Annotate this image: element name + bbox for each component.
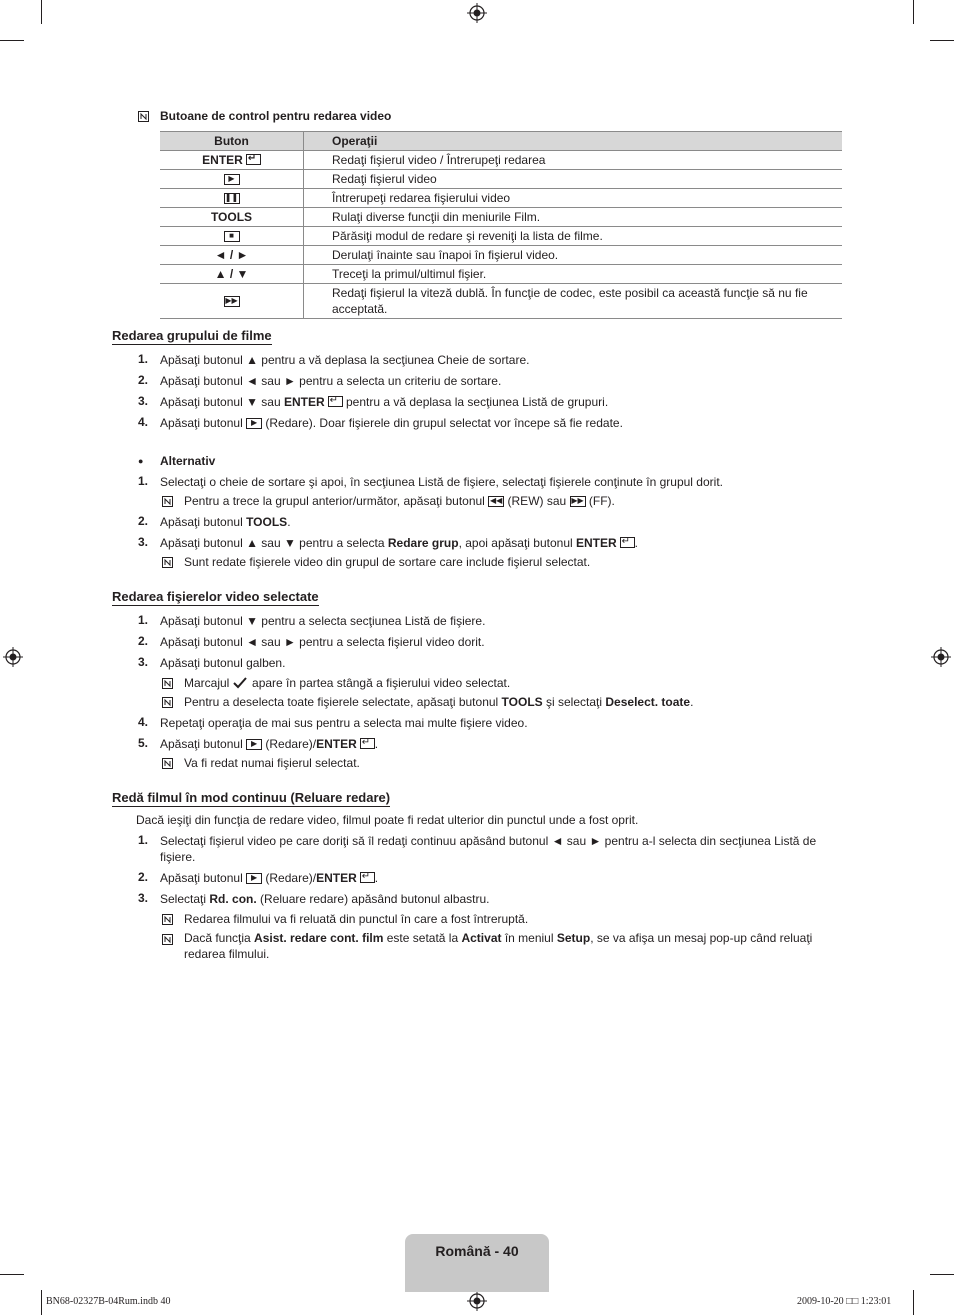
text-span: în meniul <box>501 931 557 945</box>
operation-cell: Redaţi fişierul video / Întrerupeţi redarea <box>304 151 843 170</box>
table-header: Buton <box>160 132 304 151</box>
text-span: (Redare). Doar fişierele din grupul selectat vor începe să fie redate. <box>262 416 623 430</box>
operation-cell: Redaţi fişierul video <box>304 170 843 189</box>
step-text <box>160 870 378 886</box>
table-row <box>160 246 842 265</box>
enter-icon: ↵ <box>360 872 375 883</box>
control-buttons-table <box>160 131 842 319</box>
checkmark-icon <box>233 675 249 691</box>
fast-forward-icon: ▶▶ <box>225 296 238 305</box>
text-span: şi selectaţi <box>542 695 606 709</box>
text-span: Dacă funcţia <box>184 931 255 945</box>
step-text: Repetaţi operaţia de mai sus pentru a selecta mai multe fişiere video. <box>160 716 528 730</box>
stop-icon: ■ <box>224 231 240 242</box>
step-number: 1. <box>138 613 149 627</box>
bold-text: Deselect. toate <box>605 695 691 709</box>
note-text <box>184 694 693 710</box>
table-row <box>160 170 842 189</box>
enter-icon: ↵ <box>246 154 261 165</box>
button-cell <box>160 189 304 208</box>
note-text: Sunt redate fişierele video din grupul de sortare care include fişierul selectat. <box>184 555 591 569</box>
text-span: . <box>374 871 379 885</box>
note-icon <box>162 678 173 689</box>
bullet-icon: ● <box>138 456 144 466</box>
step-text <box>160 415 623 431</box>
step-number: 3. <box>138 394 149 408</box>
text-span: (REW) sau <box>504 494 570 508</box>
section-title: Redă filmul în mod continuu (Reluare redare) <box>112 790 391 805</box>
print-slug-date: 2009-10-20 □□ 1:23:01 <box>797 1296 892 1307</box>
text-span: Apăsaţi butonul <box>160 871 247 885</box>
play-icon: ▶ <box>246 873 262 884</box>
table-row <box>160 265 842 284</box>
step-text: Selectaţi fişierul video pe care doriţi să îl redaţi continuu apăsând butonul ◄ sau ► pentru a-l selecta din secţiunea Listă de fişiere. <box>160 834 817 864</box>
text-span: . <box>690 695 694 709</box>
registration-mark-icon <box>467 3 487 23</box>
button-cell <box>160 284 304 319</box>
text-span: Marcajul <box>184 676 233 690</box>
registration-mark-icon <box>467 1291 487 1311</box>
text-span: Apăsaţi butonul <box>160 737 247 751</box>
step-number: 3. <box>138 655 149 669</box>
note-text: Redarea filmului va fi reluată din punctul în care a fost întreruptă. <box>184 912 529 926</box>
play-icon: ▶ <box>246 739 262 750</box>
crop-mark <box>930 1274 954 1275</box>
button-cell <box>160 151 304 170</box>
table-row <box>160 208 842 227</box>
step-text: Apăsaţi butonul galben. <box>160 656 286 670</box>
text-span: apare în partea stângă a fişierului video selectat. <box>248 676 511 690</box>
section-title: Redarea grupului de filme <box>112 328 272 343</box>
text-span: , apoi apăsaţi butonul <box>458 536 576 550</box>
operation-cell: Treceţi la primul/ultimul fişier. <box>304 265 843 284</box>
button-cell: TOOLS <box>160 208 304 227</box>
operation-cell: Rulaţi diverse funcţii din meniurile Film. <box>304 208 843 227</box>
bold-text: ENTER <box>316 871 357 885</box>
text-span: (FF). <box>585 494 615 508</box>
note-icon <box>162 697 173 708</box>
step-text: Selectaţi o cheie de sortare şi apoi, în secţiunea Listă de fişiere, selectaţi fişierele conţinute în grupul dorit. <box>160 475 723 489</box>
step-text <box>160 891 490 907</box>
subsection-title: Alternativ <box>160 454 216 468</box>
step-number: 4. <box>138 715 149 729</box>
crop-mark <box>0 1274 24 1275</box>
note-text <box>184 675 510 691</box>
step-number: 3. <box>138 891 149 905</box>
enter-icon: ↵ <box>328 396 343 407</box>
pause-icon: ❚❚ <box>224 193 239 202</box>
step-text: Apăsaţi butonul ◄ sau ► pentru a selecta fişierul video dorit. <box>160 635 485 649</box>
bold-text: ENTER <box>316 737 357 751</box>
text-span: este setată la <box>383 931 462 945</box>
operation-cell: Întrerupeţi redarea fişierului video <box>304 189 843 208</box>
button-cell <box>160 170 304 189</box>
print-slug-file: BN68-02327B-04Rum.indb 40 <box>46 1296 171 1307</box>
enter-icon: ↵ <box>360 738 375 749</box>
step-number: 2. <box>138 634 149 648</box>
table-row <box>160 189 842 208</box>
text-span: Apăsaţi butonul <box>160 515 247 529</box>
note-text <box>184 930 839 962</box>
enter-icon: ↵ <box>620 537 635 548</box>
bold-text: Setup <box>556 931 591 945</box>
step-number: 4. <box>138 415 149 429</box>
note-icon <box>162 557 173 568</box>
text-span: Apăsaţi butonul ▲ sau ▼ pentru a selecta <box>160 536 388 550</box>
step-number: 5. <box>138 736 149 750</box>
step-text <box>160 736 378 752</box>
text-span: (Reluare redare) apăsând butonul albastru. <box>256 892 490 906</box>
text-span: pentru a vă deplasa la secţiunea Listă de grupuri. <box>342 395 609 409</box>
crop-mark <box>913 1290 914 1315</box>
table-header: Operaţii <box>304 132 843 151</box>
note-icon <box>162 758 173 769</box>
crop-mark <box>913 0 914 24</box>
step-text <box>160 514 291 530</box>
step-number: 2. <box>138 514 149 528</box>
step-number: 1. <box>138 352 149 366</box>
text-span: Apăsaţi butonul <box>160 416 247 430</box>
bold-text: Redare grup <box>387 536 459 550</box>
crop-mark <box>41 1290 42 1315</box>
text-span: . <box>374 737 379 751</box>
text-span: . <box>634 536 639 550</box>
bold-text: ENTER <box>283 395 325 409</box>
text-span: , se va afişa un mesaj pop-up când reluaţi redarea filmului. <box>184 931 813 961</box>
table-row <box>160 227 842 246</box>
step-text: Apăsaţi butonul ▼ pentru a selecta secţiunea Listă de fişiere. <box>160 614 486 628</box>
text-span: (Redare)/ <box>262 871 317 885</box>
fast-forward-icon: ▶▶ <box>571 496 584 505</box>
crop-mark <box>41 0 42 24</box>
registration-mark-icon <box>931 647 951 667</box>
operation-cell: Părăsiţi modul de redare şi reveniţi la lista de filme. <box>304 227 843 246</box>
rewind-icon: ◀◀ <box>490 496 503 505</box>
bold-text: Activat <box>461 931 502 945</box>
note-text <box>184 493 615 509</box>
step-number: 2. <box>138 870 149 884</box>
step-text: Apăsaţi butonul ▲ pentru a vă deplasa la secţiunea Cheie de sortare. <box>160 353 530 367</box>
play-icon: ▶ <box>246 418 262 429</box>
page-number: Română - 40 <box>435 1243 519 1259</box>
bold-text: TOOLS <box>501 695 543 709</box>
table-row <box>160 151 842 170</box>
intro-text: Dacă ieşiţi din funcţia de redare video, filmul poate fi redat ulterior din punctul unde a fost oprit. <box>136 813 639 827</box>
text-span: Apăsaţi butonul ▼ sau <box>160 395 284 409</box>
button-cell: ▲ / ▼ <box>160 265 304 284</box>
step-number: 2. <box>138 373 149 387</box>
step-number: 1. <box>138 474 149 488</box>
crop-mark <box>930 40 954 41</box>
button-cell <box>160 227 304 246</box>
operation-cell: Derulaţi înainte sau înapoi în fişierul video. <box>304 246 843 265</box>
bold-text: TOOLS <box>246 515 288 529</box>
note-icon <box>162 934 173 945</box>
step-text <box>160 535 638 551</box>
bold-text: Rd. con. <box>209 892 257 906</box>
table-header-row <box>160 132 842 151</box>
bold-text: ENTER <box>576 536 617 550</box>
button-cell: ◄ / ► <box>160 246 304 265</box>
enter-label: ENTER <box>202 153 243 167</box>
crop-mark <box>0 40 24 41</box>
operation-cell: Redaţi fişierul la viteză dublă. În funcţie de codec, este posibil ca această funcţie să nu fie acceptată. <box>304 284 843 319</box>
table-row <box>160 284 842 319</box>
step-text: Apăsaţi butonul ◄ sau ► pentru a selecta un criteriu de sortare. <box>160 374 502 388</box>
table-title: Butoane de control pentru redarea video <box>160 109 392 123</box>
bold-text: Asist. redare cont. film <box>254 931 384 945</box>
text-span: Selectaţi <box>160 892 210 906</box>
page-number-tab <box>405 1234 549 1292</box>
text-span: (Redare)/ <box>262 737 317 751</box>
note-icon <box>138 111 149 122</box>
registration-mark-icon <box>3 647 23 667</box>
section-title: Redarea fişierelor video selectate <box>112 589 319 604</box>
play-icon: ▶ <box>224 174 240 185</box>
text-span: Pentru a deselecta toate fişierele selectate, apăsaţi butonul <box>184 695 502 709</box>
note-icon <box>162 914 173 925</box>
text-span: Pentru a trece la grupul anterior/următor, apăsaţi butonul <box>184 494 489 508</box>
step-number: 3. <box>138 535 149 549</box>
note-icon <box>162 496 173 507</box>
step-number: 1. <box>138 833 149 847</box>
text-span: . <box>287 515 291 529</box>
note-text: Va fi redat numai fişierul selectat. <box>184 756 360 770</box>
step-text <box>160 394 608 410</box>
